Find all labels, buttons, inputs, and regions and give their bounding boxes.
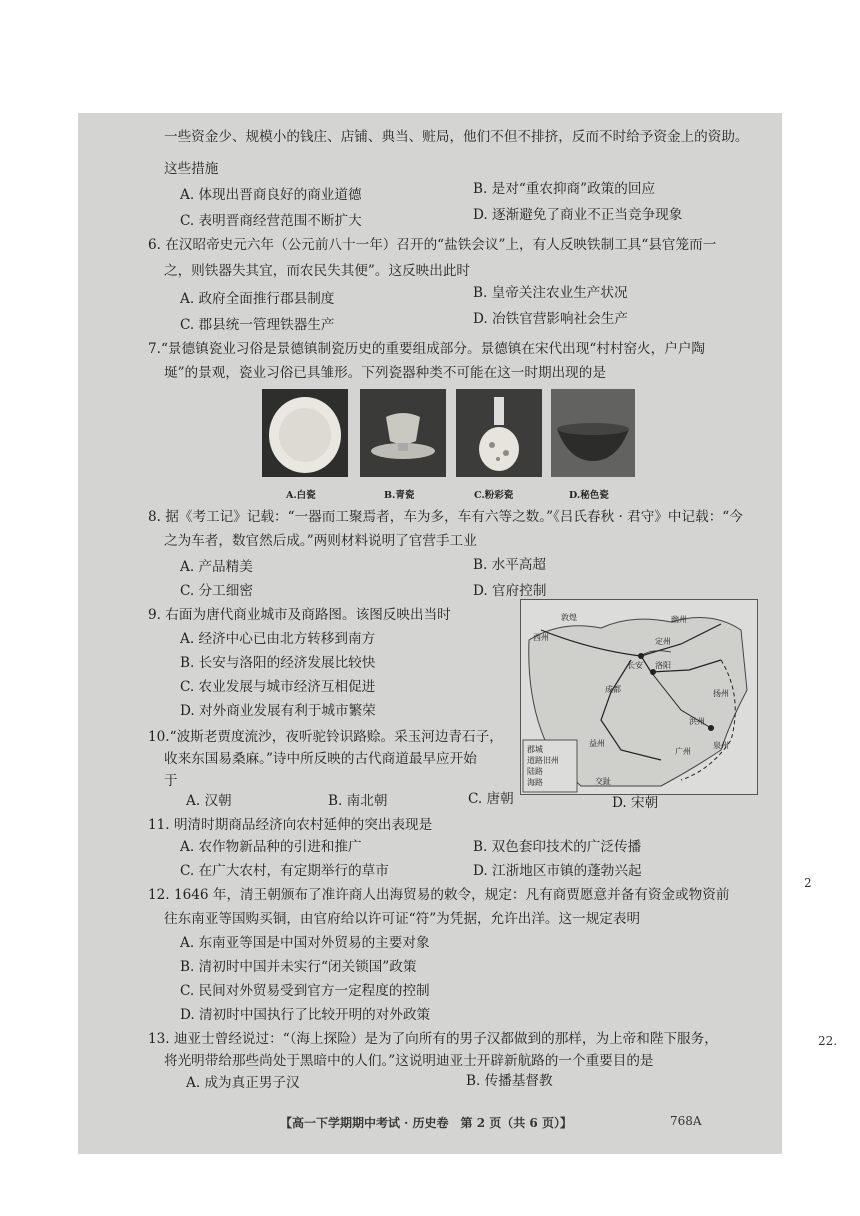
option-b: B. 清初时中国并未实行“闭关锁国”政策 xyxy=(180,959,417,975)
city-label: 敦煌 xyxy=(561,613,577,622)
tang-trade-map xyxy=(520,599,758,795)
legend-item: 陆路 xyxy=(527,767,543,776)
option-c: C. 表明晋商经营范围不断扩大 xyxy=(180,213,362,229)
legend-item: 道路旧州 xyxy=(527,756,559,765)
option-c: C. 农业发展与城市经济互相促进 xyxy=(180,679,376,695)
city-label: 泉州 xyxy=(713,741,729,750)
exam-page xyxy=(78,113,782,1154)
white-bowl-icon xyxy=(262,389,348,477)
question-6-stem: 6. 在汉昭帝史元六年（公元前八十一年）召开的“盐铁会议”上，有人反映铁制工具“县官笼而一 xyxy=(148,237,717,253)
question-8-stem: 8. 据《考工记》记载：“一器而工聚焉者，车为多，车有六等之数。”《吕氏春秋 · 君守》中记载：“今 xyxy=(148,509,743,525)
city-label: 广州 xyxy=(675,747,691,756)
question-10-stem: 收来东国易桑麻。”诗中所反映的古代商道最早应开始 xyxy=(164,751,477,767)
text-line: 一些资金少、规模小的钱庄、店铺、典当、赃局，他们不但不排挤，反而不时给予资金上的资助。 xyxy=(164,129,749,145)
famille-rose-photo xyxy=(456,389,542,477)
vase-icon xyxy=(456,389,542,477)
option-b: B. 南北朝 xyxy=(328,793,388,809)
option-a: A. 体现出晋商良好的商业道德 xyxy=(180,187,362,203)
legend-item: 海路 xyxy=(527,778,543,787)
option-a: A. 产品精美 xyxy=(180,559,253,575)
city-label: 洛阳 xyxy=(655,661,671,670)
question-10-stem: 10.“波斯老贾度流沙，夜听驼铃识路赊。采玉河边青石子， xyxy=(148,729,503,745)
option-b: B. 皇帝关注农业生产状况 xyxy=(473,285,628,301)
option-b: B. 传播基督教 xyxy=(466,1073,553,1089)
option-d: D. 官府控制 xyxy=(473,583,547,599)
celadon-photo xyxy=(360,389,446,477)
secret-color-photo xyxy=(551,389,635,477)
question-12-stem: 12. 1646 年，清王朝颁布了准许商人出海贸易的敕令，规定：凡有商贾愿意并备有资金或物资前 xyxy=(148,887,730,903)
option-c: C. 唐朝 xyxy=(468,791,514,807)
option-c: C. 郡县统一管理铁器生产 xyxy=(180,317,335,333)
city-label: 幽州 xyxy=(671,615,687,624)
option-d: D. 宋朝 xyxy=(612,795,659,811)
celadon-cup-icon xyxy=(360,389,446,477)
city-label: 洪州 xyxy=(689,717,705,726)
caption-c: C.粉彩瓷 xyxy=(474,490,514,501)
text-line: 这些措施 xyxy=(164,161,219,177)
option-c: C. 民间对外贸易受到官方一定程度的控制 xyxy=(180,983,430,999)
question-8-stem: 之为车者，数官然后成。”两则材料说明了官营手工业 xyxy=(164,533,477,549)
option-d: D. 江浙地区市镇的蓬勃兴起 xyxy=(473,863,642,879)
option-a: A. 农作物新品种的引进和推广 xyxy=(180,839,362,855)
legend-item: 郡城 xyxy=(527,745,543,754)
option-a: A. 东南亚等国是中国对外贸易的主要对象 xyxy=(180,935,430,951)
margin-char: 2 xyxy=(804,876,812,890)
city-label: 成都 xyxy=(605,685,621,694)
white-porcelain-photo xyxy=(262,389,348,477)
city-label: 交趾 xyxy=(595,777,611,786)
footer-code: 768A xyxy=(670,1114,702,1128)
option-c: C. 分工细密 xyxy=(180,583,253,599)
question-9-stem: 9. 右面为唐代商业城市及商路图。该图反映出当时 xyxy=(148,607,451,623)
caption-b: B.青瓷 xyxy=(384,490,415,501)
option-d: D. 对外商业发展有利于城市繁荣 xyxy=(180,703,376,719)
option-d: D. 冶铁官营影响社会生产 xyxy=(473,311,628,327)
option-b: B. 水平高超 xyxy=(473,557,547,573)
option-d: D. 清初时中国执行了比较开明的对外政策 xyxy=(180,1007,431,1023)
option-b: B. 双色套印技术的广泛传播 xyxy=(473,839,642,855)
question-13-stem: 13. 迪亚士曾经说过：“（海上探险）是为了向所有的男子汉都做到的那样，为上帝和陛下服务， xyxy=(148,1031,718,1047)
city-label: 扬州 xyxy=(713,689,729,698)
page-footer: 【高一下学期期中考试 · 历史卷 第 2 页（共 6 页）】 xyxy=(280,1116,572,1130)
caption-a: A.白瓷 xyxy=(286,490,316,501)
question-11-stem: 11. 明清时期商品经济向农村延伸的突出表现是 xyxy=(148,817,433,833)
question-7-stem: 埏”的景观，瓷业习俗已具雏形。下列瓷器种类不可能在这一时期出现的是 xyxy=(164,365,606,381)
question-13-stem: 将光明带给那些尚处于黑暗中的人们。”这说明迪亚士开辟新航路的一个重要目的是 xyxy=(164,1053,654,1069)
option-a: A. 汉朝 xyxy=(186,793,232,809)
question-6-stem: 之，则铁器失其宜，而农民失其便”。这反映出此时 xyxy=(164,263,471,279)
option-b: B. 是对“重农抑商”政策的回应 xyxy=(473,181,656,197)
city-label: 长安 xyxy=(627,661,643,670)
question-10-stem: 于 xyxy=(164,773,178,789)
margin-char: 22. xyxy=(818,1034,838,1048)
caption-d: D.秘色瓷 xyxy=(569,490,609,501)
option-b: B. 长安与洛阳的经济发展比较快 xyxy=(180,655,376,671)
option-d: D. 逐渐避免了商业不正当竞争现象 xyxy=(473,207,683,223)
question-7-stem: 7.“景德镇瓷业习俗是景德镇制瓷历史的重要组成部分。景德镇在宋代出现“村村窑火，户户陶 xyxy=(148,341,706,357)
option-c: C. 在广大农村，有定期举行的草市 xyxy=(180,863,389,879)
question-12-stem: 往东南亚等国购买铜，由官府给以许可证“符”为凭据，允许出洋。这一规定表明 xyxy=(164,911,641,927)
option-a: A. 政府全面推行郡县制度 xyxy=(180,291,335,307)
option-a: A. 经济中心已由北方转移到南方 xyxy=(180,631,376,647)
dark-bowl-icon xyxy=(551,389,635,477)
city-label: 益州 xyxy=(589,739,605,748)
city-label: 定州 xyxy=(655,637,671,646)
option-a: A. 成为真正男子汉 xyxy=(186,1075,300,1091)
city-label: 西州 xyxy=(533,633,549,642)
